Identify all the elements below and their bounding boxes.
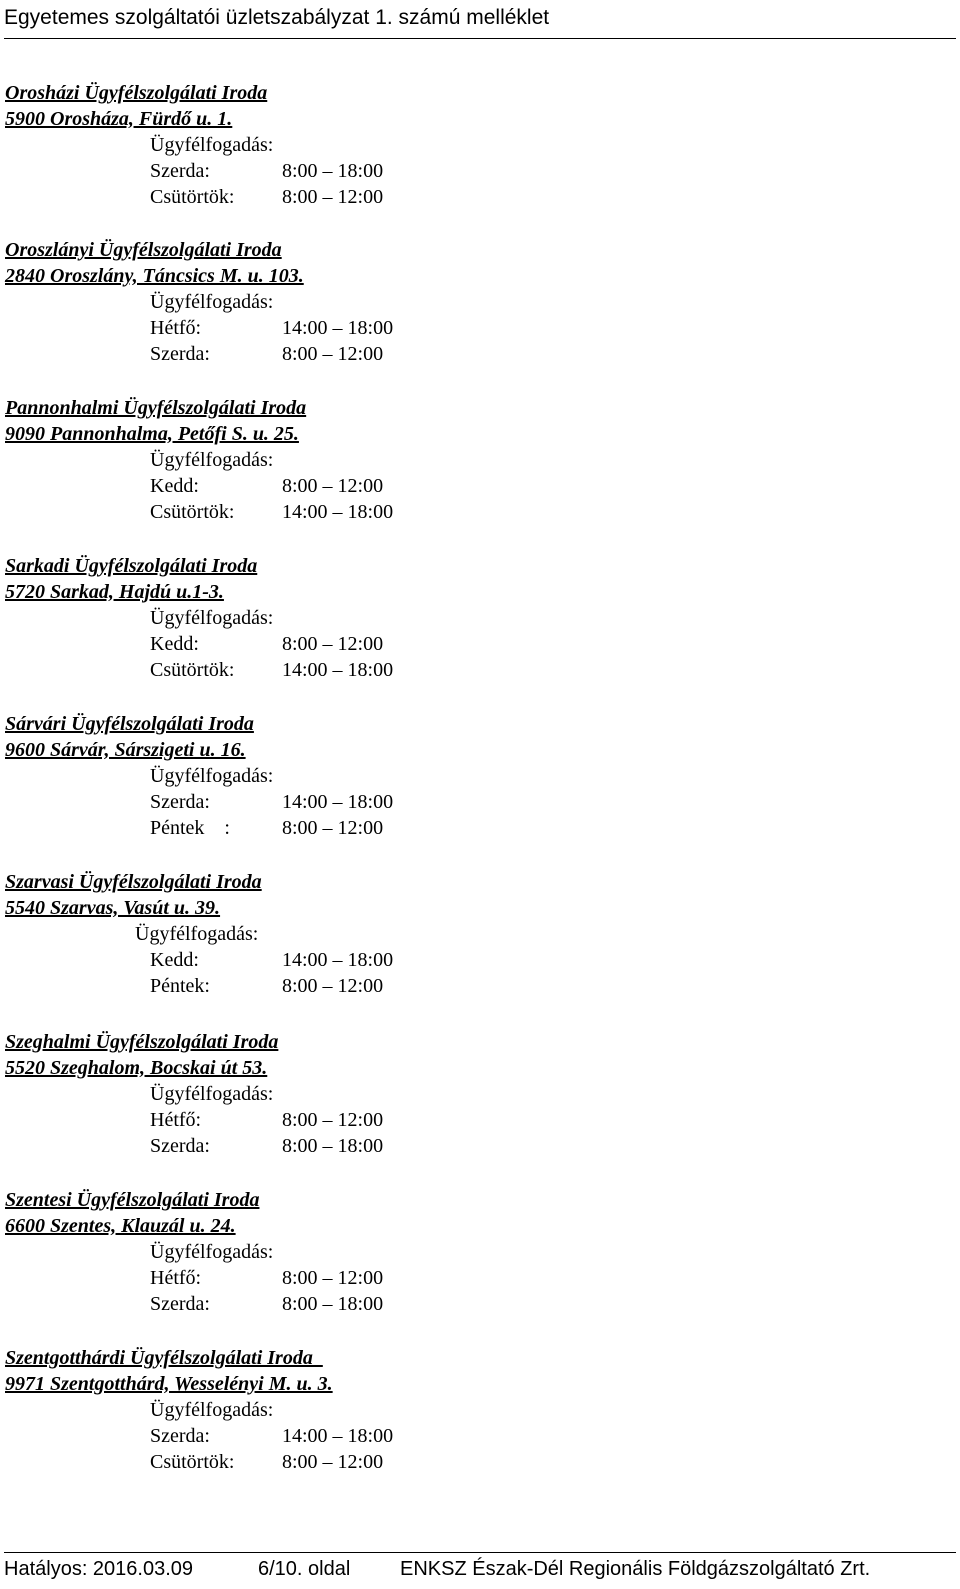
office-address: 2840 Oroszlány, Táncsics M. u. 103. xyxy=(5,265,304,287)
reception-label: Ügyfélfogadás: xyxy=(150,134,274,156)
schedule-day: Szerda: xyxy=(150,160,210,182)
reception-label: Ügyfélfogadás: xyxy=(150,1399,274,1421)
schedule-row xyxy=(150,1423,605,1449)
footer-company: ENKSZ Észak-Dél Regionális Földgázszolgáltató Zrt. xyxy=(400,1558,871,1580)
reception-label: Ügyfélfogadás: xyxy=(150,449,274,471)
office-block xyxy=(5,395,605,525)
schedule-row xyxy=(150,1107,605,1133)
schedule-row xyxy=(150,1291,605,1317)
schedule-hours: 14:00 – 18:00 xyxy=(282,791,394,813)
reception-label: Ügyfélfogadás: xyxy=(150,1241,274,1263)
reception-label: Ügyfélfogadás: xyxy=(150,1083,274,1105)
schedule-day: Péntek: xyxy=(150,975,210,997)
schedule-day: Csütörtök: xyxy=(150,1451,235,1473)
schedule-day: Hétfő: xyxy=(150,1267,202,1289)
schedule-day: Hétfő: xyxy=(150,1109,202,1131)
schedule-day: Szerda: xyxy=(150,343,210,365)
office-block xyxy=(5,80,605,210)
header-title: Egyetemes szolgáltatói üzletszabályzat 1. számú melléklet xyxy=(4,6,550,29)
office-name: Sárvári Ügyfélszolgálati Iroda xyxy=(5,713,254,735)
schedule-row xyxy=(150,184,605,210)
office-address: 9600 Sárvár, Sárszigeti u. 16. xyxy=(5,739,246,761)
schedule-row xyxy=(150,657,605,683)
schedule-row xyxy=(150,789,605,815)
schedule-row xyxy=(150,315,605,341)
office-name: Pannonhalmi Ügyfélszolgálati Iroda xyxy=(5,397,307,419)
office-address: 5900 Orosháza, Fürdő u. 1. xyxy=(5,108,233,130)
schedule-hours: 8:00 – 12:00 xyxy=(282,633,384,655)
schedule-hours: 8:00 – 12:00 xyxy=(282,1109,384,1131)
office-name: Orosházi Ügyfélszolgálati Iroda xyxy=(5,82,268,104)
schedule-hours: 8:00 – 12:00 xyxy=(282,343,384,365)
footer-page-number: 6/10. oldal xyxy=(258,1558,351,1580)
schedule-row xyxy=(150,1449,605,1475)
office-block xyxy=(5,1029,605,1159)
schedule-hours: 8:00 – 18:00 xyxy=(282,1293,384,1315)
schedule-hours: 8:00 – 12:00 xyxy=(282,1451,384,1473)
office-name: Oroszlányi Ügyfélszolgálati Iroda xyxy=(5,239,282,261)
schedule-day: Kedd: xyxy=(150,633,199,655)
schedule-row xyxy=(150,631,605,657)
schedule-row xyxy=(150,947,605,973)
schedule-day: Csütörtök: xyxy=(150,501,235,523)
page-footer xyxy=(4,1552,956,1585)
schedule-row xyxy=(150,815,605,841)
schedule-day: Szerda: xyxy=(150,1425,210,1447)
office-name: Szentesi Ügyfélszolgálati Iroda xyxy=(5,1189,260,1211)
schedule-row xyxy=(150,473,605,499)
schedule-hours: 8:00 – 18:00 xyxy=(282,160,384,182)
office-name: Szentgotthárdi Ügyfélszolgálati Iroda xyxy=(5,1347,323,1369)
office-name: Szeghalmi Ügyfélszolgálati Iroda xyxy=(5,1031,279,1053)
schedule-hours: 14:00 – 18:00 xyxy=(282,317,394,339)
footer-effective-date: Hatályos: 2016.03.09 xyxy=(4,1558,194,1580)
reception-label: Ügyfélfogadás: xyxy=(135,923,259,945)
schedule-day: Kedd: xyxy=(150,475,199,497)
schedule-row xyxy=(150,973,605,999)
office-address: 6600 Szentes, Klauzál u. 24. xyxy=(5,1215,236,1237)
schedule-row xyxy=(150,341,605,367)
office-address: 9090 Pannonhalma, Petőfi S. u. 25. xyxy=(5,423,299,445)
reception-label: Ügyfélfogadás: xyxy=(150,607,274,629)
schedule-day: Hétfő: xyxy=(150,317,202,339)
schedule-hours: 8:00 – 18:00 xyxy=(282,1135,384,1157)
schedule-day: Szerda: xyxy=(150,1135,210,1157)
schedule-day: Péntek : xyxy=(150,817,230,839)
office-address: 9971 Szentgotthárd, Wesselényi M. u. 3. xyxy=(5,1373,333,1395)
office-block xyxy=(5,553,605,683)
schedule-row xyxy=(150,499,605,525)
office-name: Sarkadi Ügyfélszolgálati Iroda xyxy=(5,555,258,577)
schedule-day: Kedd: xyxy=(150,949,199,971)
office-block xyxy=(5,869,605,999)
schedule-row xyxy=(150,1133,605,1159)
office-address: 5540 Szarvas, Vasút u. 39. xyxy=(5,897,221,919)
schedule-hours: 8:00 – 12:00 xyxy=(282,975,384,997)
office-address: 5720 Sarkad, Hajdú u.1-3. xyxy=(5,581,224,603)
office-name: Szarvasi Ügyfélszolgálati Iroda xyxy=(5,871,262,893)
office-block xyxy=(5,237,605,367)
schedule-hours: 8:00 – 12:00 xyxy=(282,1267,384,1289)
schedule-day: Csütörtök: xyxy=(150,186,235,208)
page-header xyxy=(4,4,956,39)
schedule-row xyxy=(150,158,605,184)
office-block xyxy=(5,711,605,841)
office-block xyxy=(5,1345,605,1475)
schedule-hours: 8:00 – 12:00 xyxy=(282,186,384,208)
schedule-row xyxy=(150,1265,605,1291)
reception-label: Ügyfélfogadás: xyxy=(150,765,274,787)
office-address: 5520 Szeghalom, Bocskai út 53. xyxy=(5,1057,268,1079)
schedule-day: Szerda: xyxy=(150,1293,210,1315)
schedule-hours: 14:00 – 18:00 xyxy=(282,501,394,523)
schedule-hours: 14:00 – 18:00 xyxy=(282,659,394,681)
schedule-day: Csütörtök: xyxy=(150,659,235,681)
office-block xyxy=(5,1187,605,1317)
schedule-hours: 14:00 – 18:00 xyxy=(282,949,394,971)
reception-label: Ügyfélfogadás: xyxy=(150,291,274,313)
schedule-hours: 8:00 – 12:00 xyxy=(282,817,384,839)
schedule-hours: 14:00 – 18:00 xyxy=(282,1425,394,1447)
schedule-day: Szerda: xyxy=(150,791,210,813)
schedule-hours: 8:00 – 12:00 xyxy=(282,475,384,497)
